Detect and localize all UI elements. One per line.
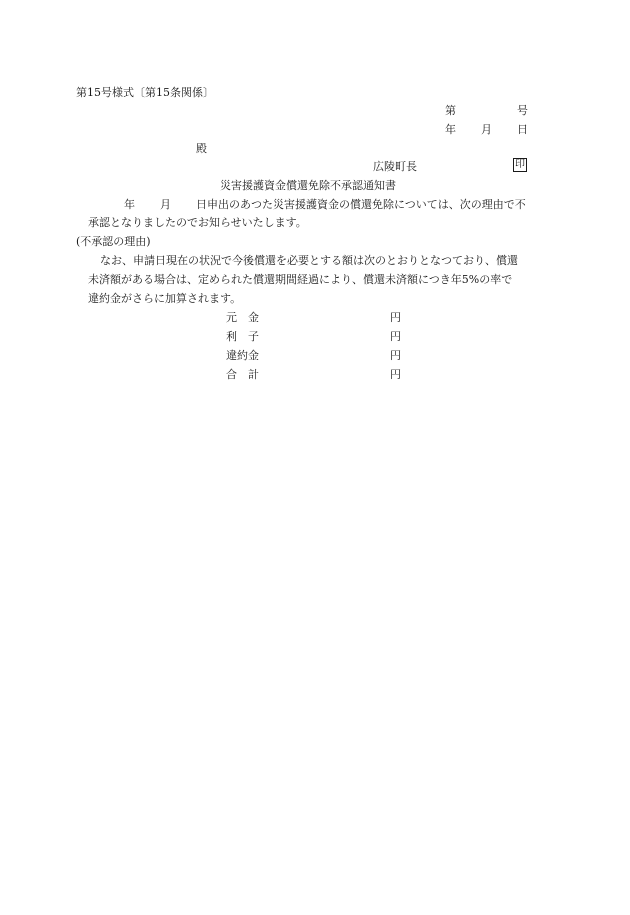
form-label: 第15号様式〔第15条関係〕 [76,86,214,99]
amount-unit-interest: 円 [390,330,401,343]
amount-unit-penalty: 円 [390,349,401,362]
seal-stamp: 印 [515,159,525,170]
reason-heading: (不承認の理由) [76,235,151,248]
amount-label-total: 合 計 [226,368,259,381]
reason-line-2: 未済額がある場合は、定められた償還期間経過により、償還未済額につき年5%の率で [88,273,513,286]
number-prefix: 第 [445,104,456,117]
date-month: 月 [481,123,492,136]
amount-label-principal: 元 金 [226,311,259,324]
amount-label-penalty: 違約金 [226,349,259,362]
reason-line-1: なお、申請日現在の状況で今後償還を必要とする額は次のとおりとなつており、償還 [100,254,518,267]
date-day: 日 [517,123,528,136]
reason-line-3: 違約金がさらに加算されます。 [88,292,242,305]
number-suffix: 号 [517,104,528,117]
body-year: 年 [124,198,135,211]
amount-unit-principal: 円 [390,311,401,324]
body-line-2: 承認となりましたのでお知らせいたします。 [88,216,307,229]
document-title: 災害援護資金償還免除不承認通知書 [220,179,396,192]
body-line-1: 日申出のあつた災害援護資金の償還免除については、次の理由で不 [196,198,526,211]
issuer-name: 広陵町長 [373,160,417,173]
addressee-suffix: 殿 [196,142,207,155]
body-month: 月 [160,198,171,211]
date-year: 年 [445,123,456,136]
amount-unit-total: 円 [390,368,401,381]
amount-label-interest: 利 子 [226,330,259,343]
